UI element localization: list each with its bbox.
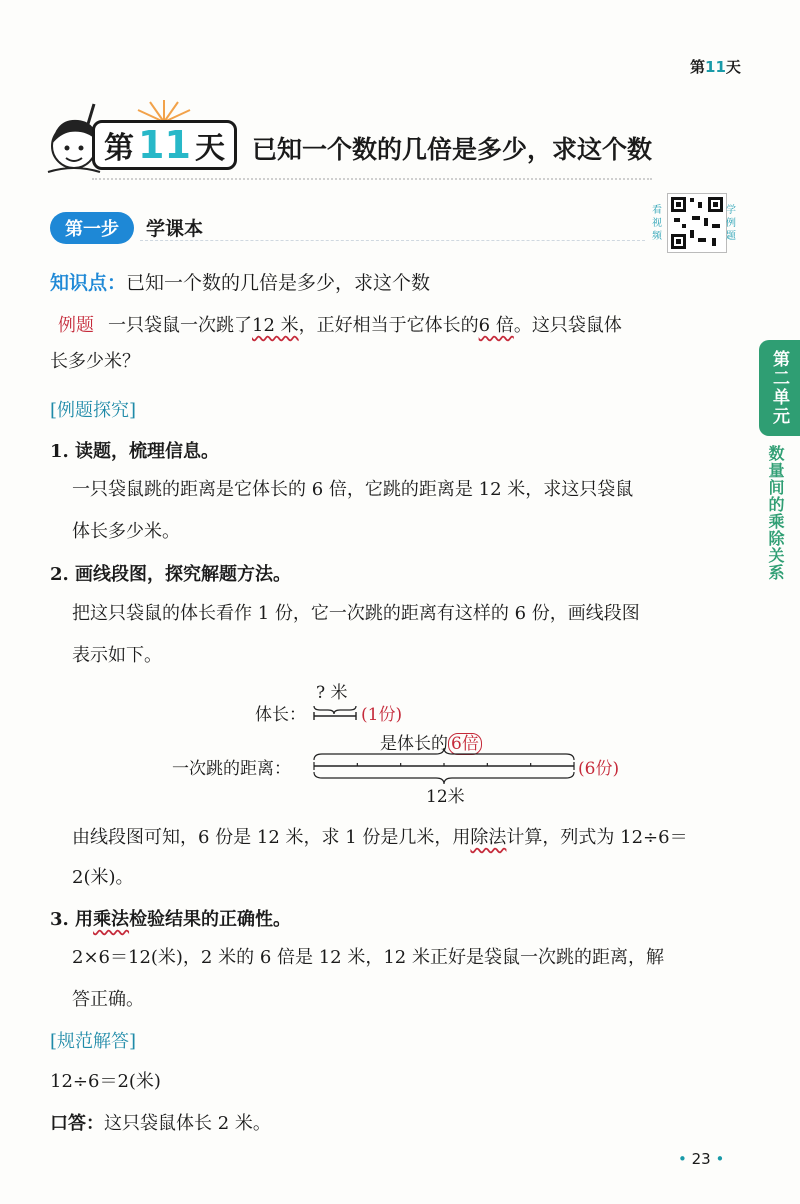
qr-caption-left: 看视频: [652, 205, 662, 242]
section-2-conclusion-line-1: 由线段图可知，6 份是 12 米，求 1 份是几米，用除法计算，列式为 12÷6＝: [72, 827, 688, 848]
example-label: 例题: [58, 315, 94, 336]
section-3-line-2: 答正确。: [72, 989, 144, 1010]
step-divider: [140, 240, 645, 241]
step-label: 学课本: [146, 218, 204, 240]
line-segment-diagram: [300, 690, 590, 790]
explore-heading: [例题探究]: [50, 400, 137, 421]
section-2-line-1: 把这只袋鼠的体长看作 1 份，它一次跳的距离有这样的 6 份，画线段图: [72, 603, 640, 624]
jump-top-brace: [314, 748, 574, 760]
unit-tab[interactable]: 第二单元: [759, 340, 800, 436]
section-2-conclusion-line-2: 2(米)。: [72, 867, 134, 888]
qr-caption-right: 学例题: [726, 205, 736, 242]
page-number: • 23 •: [678, 1150, 725, 1168]
day-badge: 第 11 天: [92, 120, 237, 170]
unit-subtitle: 数量间的乘除关系: [766, 445, 785, 581]
section-1-line-2: 体长多少米。: [72, 521, 180, 542]
section-3-line-1: 2×6＝12(米)，2 米的 6 倍是 12 米，12 米正好是袋鼠一次跳的距离，解: [72, 947, 664, 968]
qr-code[interactable]: [667, 193, 727, 253]
title-divider: [92, 178, 652, 180]
section-3-title: 3. 用乘法检验结果的正确性。: [50, 909, 292, 930]
section-1-line-1: 一只袋鼠跳的距离是它体长的 6 倍，它跳的距离是 12 米，求这只袋鼠: [72, 479, 634, 500]
example-problem: 例题 一只袋鼠一次跳了12 米，正好相当于它体长的6 倍。这只袋鼠体 长多少米？: [50, 315, 622, 372]
diagram-top-note: 是体长的 6倍: [380, 729, 482, 754]
diagram-unknown-length: ? 米: [316, 683, 348, 703]
diagram-total: 12米: [426, 787, 465, 807]
diagram-six-parts: (6份): [578, 759, 620, 779]
body-brace: [314, 706, 356, 714]
section-2-title: 2. 画线段图，探究解题方法。: [50, 564, 292, 585]
section-2-line-2: 表示如下。: [72, 645, 162, 666]
page-title: 已知一个数的几倍是多少，求这个数: [252, 135, 653, 164]
diagram-jump-label: 一次跳的距离：: [172, 759, 291, 779]
knowledge-point: 知识点：已知一个数的几倍是多少，求这个数: [50, 272, 431, 294]
jump-bottom-brace: [314, 772, 574, 784]
step-pill: 第一步: [50, 212, 134, 244]
answer-reply: 口答：这只袋鼠体长 2 米。: [50, 1113, 271, 1134]
diagram-body-label: 体长：: [255, 705, 306, 725]
qr-pattern-icon: [668, 194, 726, 252]
header-day: 第11天: [690, 58, 741, 76]
section-1-title: 1. 读题，梳理信息。: [50, 441, 220, 462]
answer-formula: 12÷6＝2(米): [50, 1071, 161, 1092]
diagram-one-part: (1份): [361, 705, 403, 725]
answer-heading: [规范解答]: [50, 1031, 137, 1052]
